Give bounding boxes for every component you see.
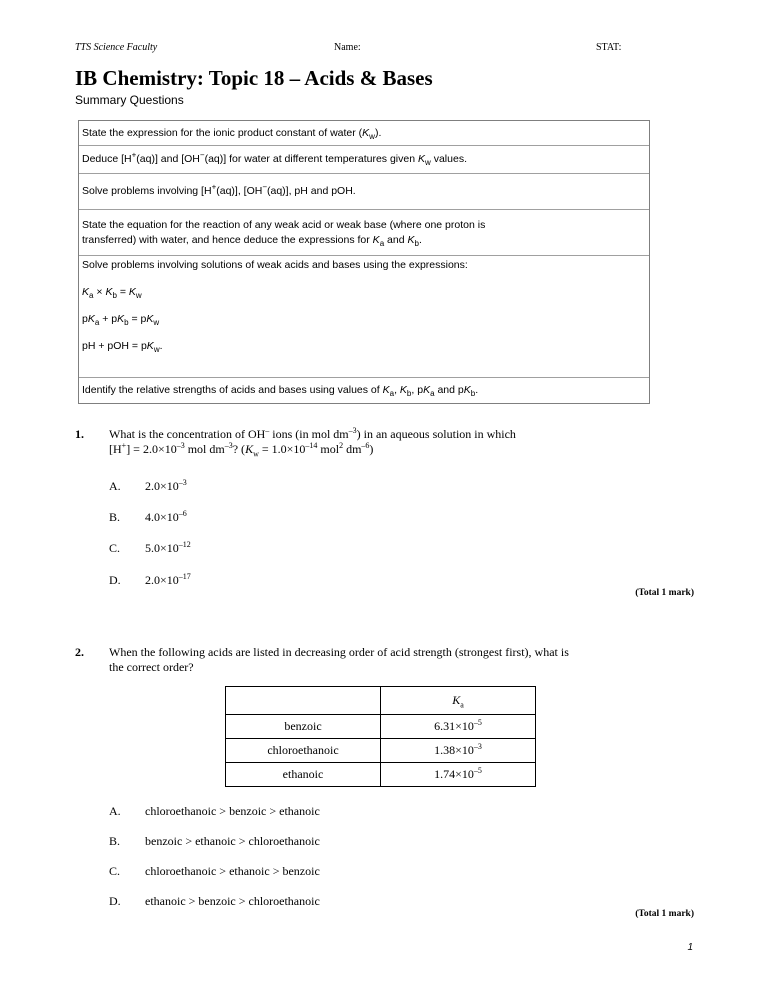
question-1-line-2: $[H^+] = 2.0\times 10^{-3}$ mol $dm^{-3}$? ($K_w = 1.0\times 10^{-14}$ mol$^2$ $dm^{-6}$) <box>109 441 374 459</box>
question-2-number: 2. <box>75 645 84 659</box>
page-number: 1 <box>687 942 693 953</box>
question-2-line-2: the correct order? <box>109 660 194 674</box>
question-2-text <box>109 645 654 675</box>
objectives-table <box>78 120 650 404</box>
question-2-option-a-letter: A. <box>109 804 121 818</box>
question-1-number: 1. <box>75 427 84 441</box>
objective-text: State the equation for the reaction of any weak acid or weak base (where one proton is <box>82 219 486 231</box>
header-faculty: TTS Science Faculty <box>75 42 158 53</box>
objective-text: Identify the relative strengths of acids and bases using values of $K_a$, $K_b$, $pK_a$ and $pK_b$. <box>82 384 479 399</box>
ka-value: $6.31\times 10^{-5}$ <box>381 715 536 739</box>
question-2-option-d-letter: D. <box>109 894 121 908</box>
question-1-text <box>109 427 654 457</box>
ka-value: $1.74\times 10^{-5}$ <box>381 763 536 787</box>
question-2-option-b: benzoic > ethanoic > chloroethanoic <box>145 834 320 848</box>
objective-row <box>79 378 649 403</box>
question-1-option-d-letter: D. <box>109 573 121 587</box>
page-title: IB Chemistry: Topic 18 – Acids & Bases <box>75 66 433 90</box>
question-1-option-a: $2.0\times 10^{-3}$ <box>145 478 187 493</box>
question-2-total: (Total 1 mark) <box>635 909 694 919</box>
ka-table-header-row <box>226 687 536 715</box>
acid-name: ethanoic <box>226 763 381 787</box>
ka-table-header-ka: $K_a$ <box>381 687 536 715</box>
question-2-line-1: When the following acids are listed in decreasing order of acid strength (strongest first), what is <box>109 645 569 659</box>
question-2-option-c: chloroethanoic > ethanoic > benzoic <box>145 864 320 878</box>
ka-table <box>225 686 536 787</box>
question-1-option-d: $2.0\times 10^{-17}$ <box>145 572 191 587</box>
question-1-option-a-letter: A. <box>109 479 121 493</box>
page-subtitle: Summary Questions <box>75 93 184 107</box>
question-1-option-b: $4.0\times 10^{-6}$ <box>145 509 187 524</box>
expression-pka-pkb: $pK_a + pK_b = pK_w$ <box>82 313 160 328</box>
expression-ka-kb: $K_a \times K_b = K_w$ <box>82 286 142 301</box>
acid-name: chloroethanoic <box>226 739 381 763</box>
question-2-option-b-letter: B. <box>109 834 121 848</box>
objective-text: State the expression for the ionic product constant of water $(K_w)$. <box>82 126 382 141</box>
question-2-option-d: ethanoic > benzoic > chloroethanoic <box>145 894 320 908</box>
table-row <box>226 763 536 787</box>
question-1-option-c-letter: C. <box>109 541 121 555</box>
objective-row <box>79 210 649 256</box>
question-2-option-a: chloroethanoic > benzoic > ethanoic <box>145 804 320 818</box>
acid-name: benzoic <box>226 715 381 739</box>
objective-row <box>79 256 649 378</box>
question-2-option-c-letter: C. <box>109 864 121 878</box>
header-stat-label: STAT: <box>596 42 622 53</box>
question-1-line-1: What is the concentration of OH– ions (in mol $dm^{-3}$) in an aqueous solution in which <box>109 426 516 441</box>
objective-row <box>79 146 649 174</box>
question-1-total: (Total 1 mark) <box>635 588 694 598</box>
ka-table-header-empty <box>226 687 381 715</box>
objective-text: Deduce [H+(aq)] and [OH−(aq)] for water at different temperatures given $K_w$ values. <box>82 150 467 168</box>
expression-ph-poh: pH + pOH = $pK_w$. <box>82 340 163 355</box>
ka-value: $1.38\times 10^{-3}$ <box>381 739 536 763</box>
objective-row <box>79 121 649 146</box>
objective-row <box>79 174 649 210</box>
objective-text: transferred) with water, and hence deduce the expressions for $K_a$ and $K_b$. <box>82 234 422 249</box>
question-1-option-c: $5.0\times 10^{-12}$ <box>145 540 191 555</box>
table-row <box>226 739 536 763</box>
table-row <box>226 715 536 739</box>
objective-text: Solve problems involving solutions of weak acids and bases using the expressions: <box>82 259 468 271</box>
header-name-label: Name: <box>334 42 361 53</box>
question-1-option-b-letter: B. <box>109 510 121 524</box>
objective-text: Solve problems involving [H+(aq)], [OH−(aq)], pH and pOH. <box>82 182 356 197</box>
